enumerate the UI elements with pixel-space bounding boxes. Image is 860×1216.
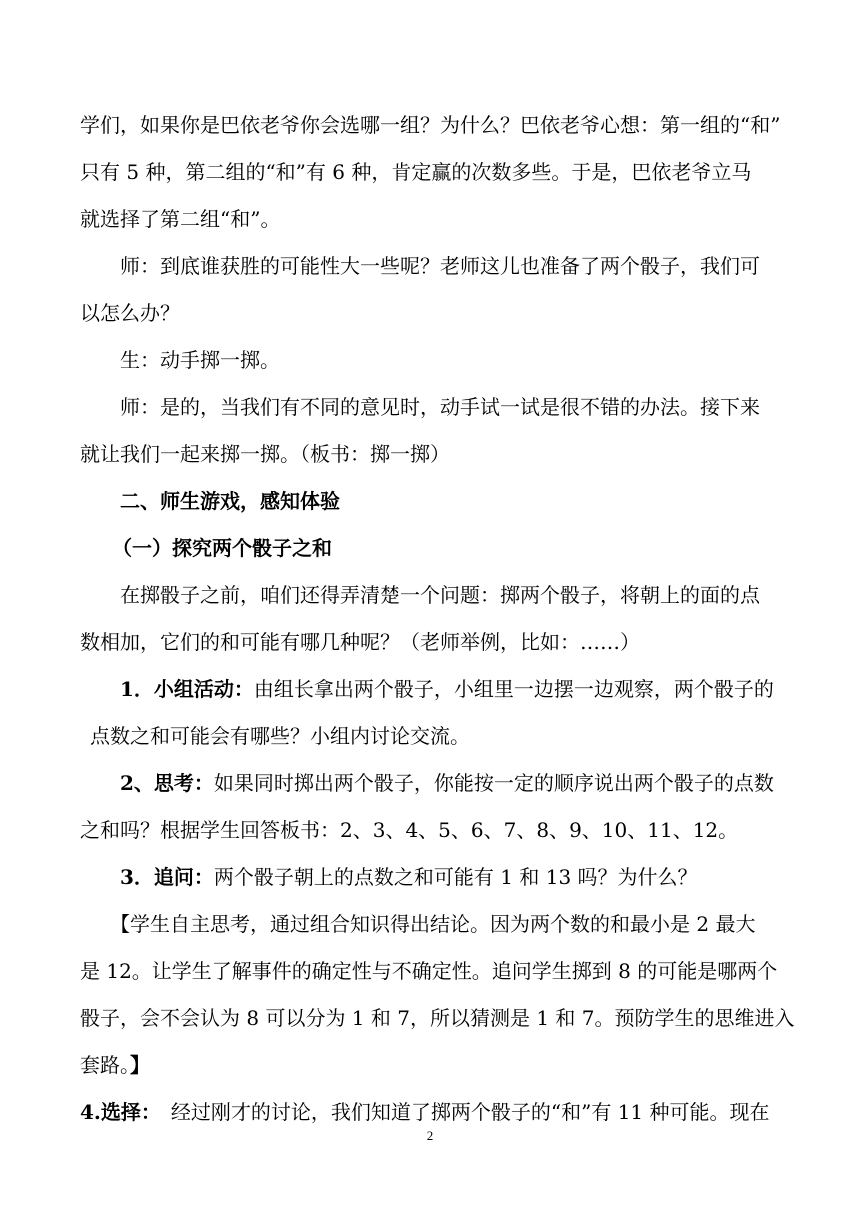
list-item-1 (0, 676, 860, 702)
paragraph-line: 生：动手掷一掷。 (120, 348, 280, 372)
paragraph-line: 只有 5 种，第二组的“和”有 6 种，肯定赢的次数多些。于是，巴依老爷立马 (80, 160, 752, 184)
list-item-2 (0, 770, 860, 796)
item-label: 3．追问： (120, 865, 214, 889)
page-number: 2 (426, 1128, 434, 1143)
list-item-3 (0, 864, 860, 890)
paragraph-line: 骰子，会不会认为 8 可以分为 1 和 7，所以猜测是 1 和 7。预防学生的思维进入 (80, 1006, 795, 1030)
item-text: 经过刚才的讨论，我们知道了掷两个骰子的“和”有 11 种可能。现在 (170, 1100, 770, 1124)
item-label: 4.选择： (80, 1100, 161, 1124)
paragraph-line: 以怎么办？ (80, 301, 180, 325)
paragraph-line: 在掷骰子之前，咱们还得弄清楚一个问题：掷两个骰子，将朝上的面的点 (120, 583, 760, 607)
paragraph-line: 是 12。让学生了解事件的确定性与不确定性。追问学生掷到 8 的可能是哪两个 (80, 959, 778, 983)
item-text: 两个骰子朝上的点数之和可能有 1 和 13 吗？为什么？ (213, 865, 698, 889)
paragraph-line: 【学生自主思考，通过组合知识得出结论。因为两个数的和最小是 2 最大 (110, 912, 756, 936)
paragraph-line: 就让我们一起来掷一掷。（板书：掷一掷） (80, 442, 450, 466)
paragraph-line: 学们，如果你是巴依老爷你会选哪一组？为什么？巴依老爷心想：第一组的“和” (80, 113, 781, 137)
section-heading: 二、师生游戏，感知体验 (120, 489, 340, 513)
item-text: 由组长拿出两个骰子，小组里一边摆一边观察，两个骰子的 (253, 677, 774, 701)
item-label: 1．小组活动： (120, 677, 254, 701)
paragraph-line: 数相加，它们的和可能有哪几种呢？（老师举例，比如：……） (80, 630, 640, 654)
paragraph-line: 就选择了第二组“和”。 (80, 207, 281, 231)
paragraph-line: 之和吗？根据学生回答板书：2、3、4、5、6、7、8、9、10、11、12。 (80, 818, 739, 842)
list-item-4 (0, 1099, 860, 1125)
line-text: 套路。 (80, 1053, 130, 1077)
closing-bracket: 】 (130, 1053, 150, 1077)
paragraph-line (0, 1052, 860, 1078)
paragraph-line: 师：是的，当我们有不同的意见时，动手试一试是很不错的办法。接下来 (120, 395, 760, 419)
item-label: 2、思考： (120, 771, 214, 795)
paragraph-line: 点数之和可能会有哪些？小组内讨论交流。 (90, 724, 470, 748)
item-text: 如果同时掷出两个骰子，你能按一定的顺序说出两个骰子的点数 (213, 771, 774, 795)
subsection-heading: （一）探究两个骰子之和 (112, 536, 332, 560)
paragraph-line: 师：到底谁获胜的可能性大一些呢？老师这儿也准备了两个骰子，我们可 (120, 254, 760, 278)
